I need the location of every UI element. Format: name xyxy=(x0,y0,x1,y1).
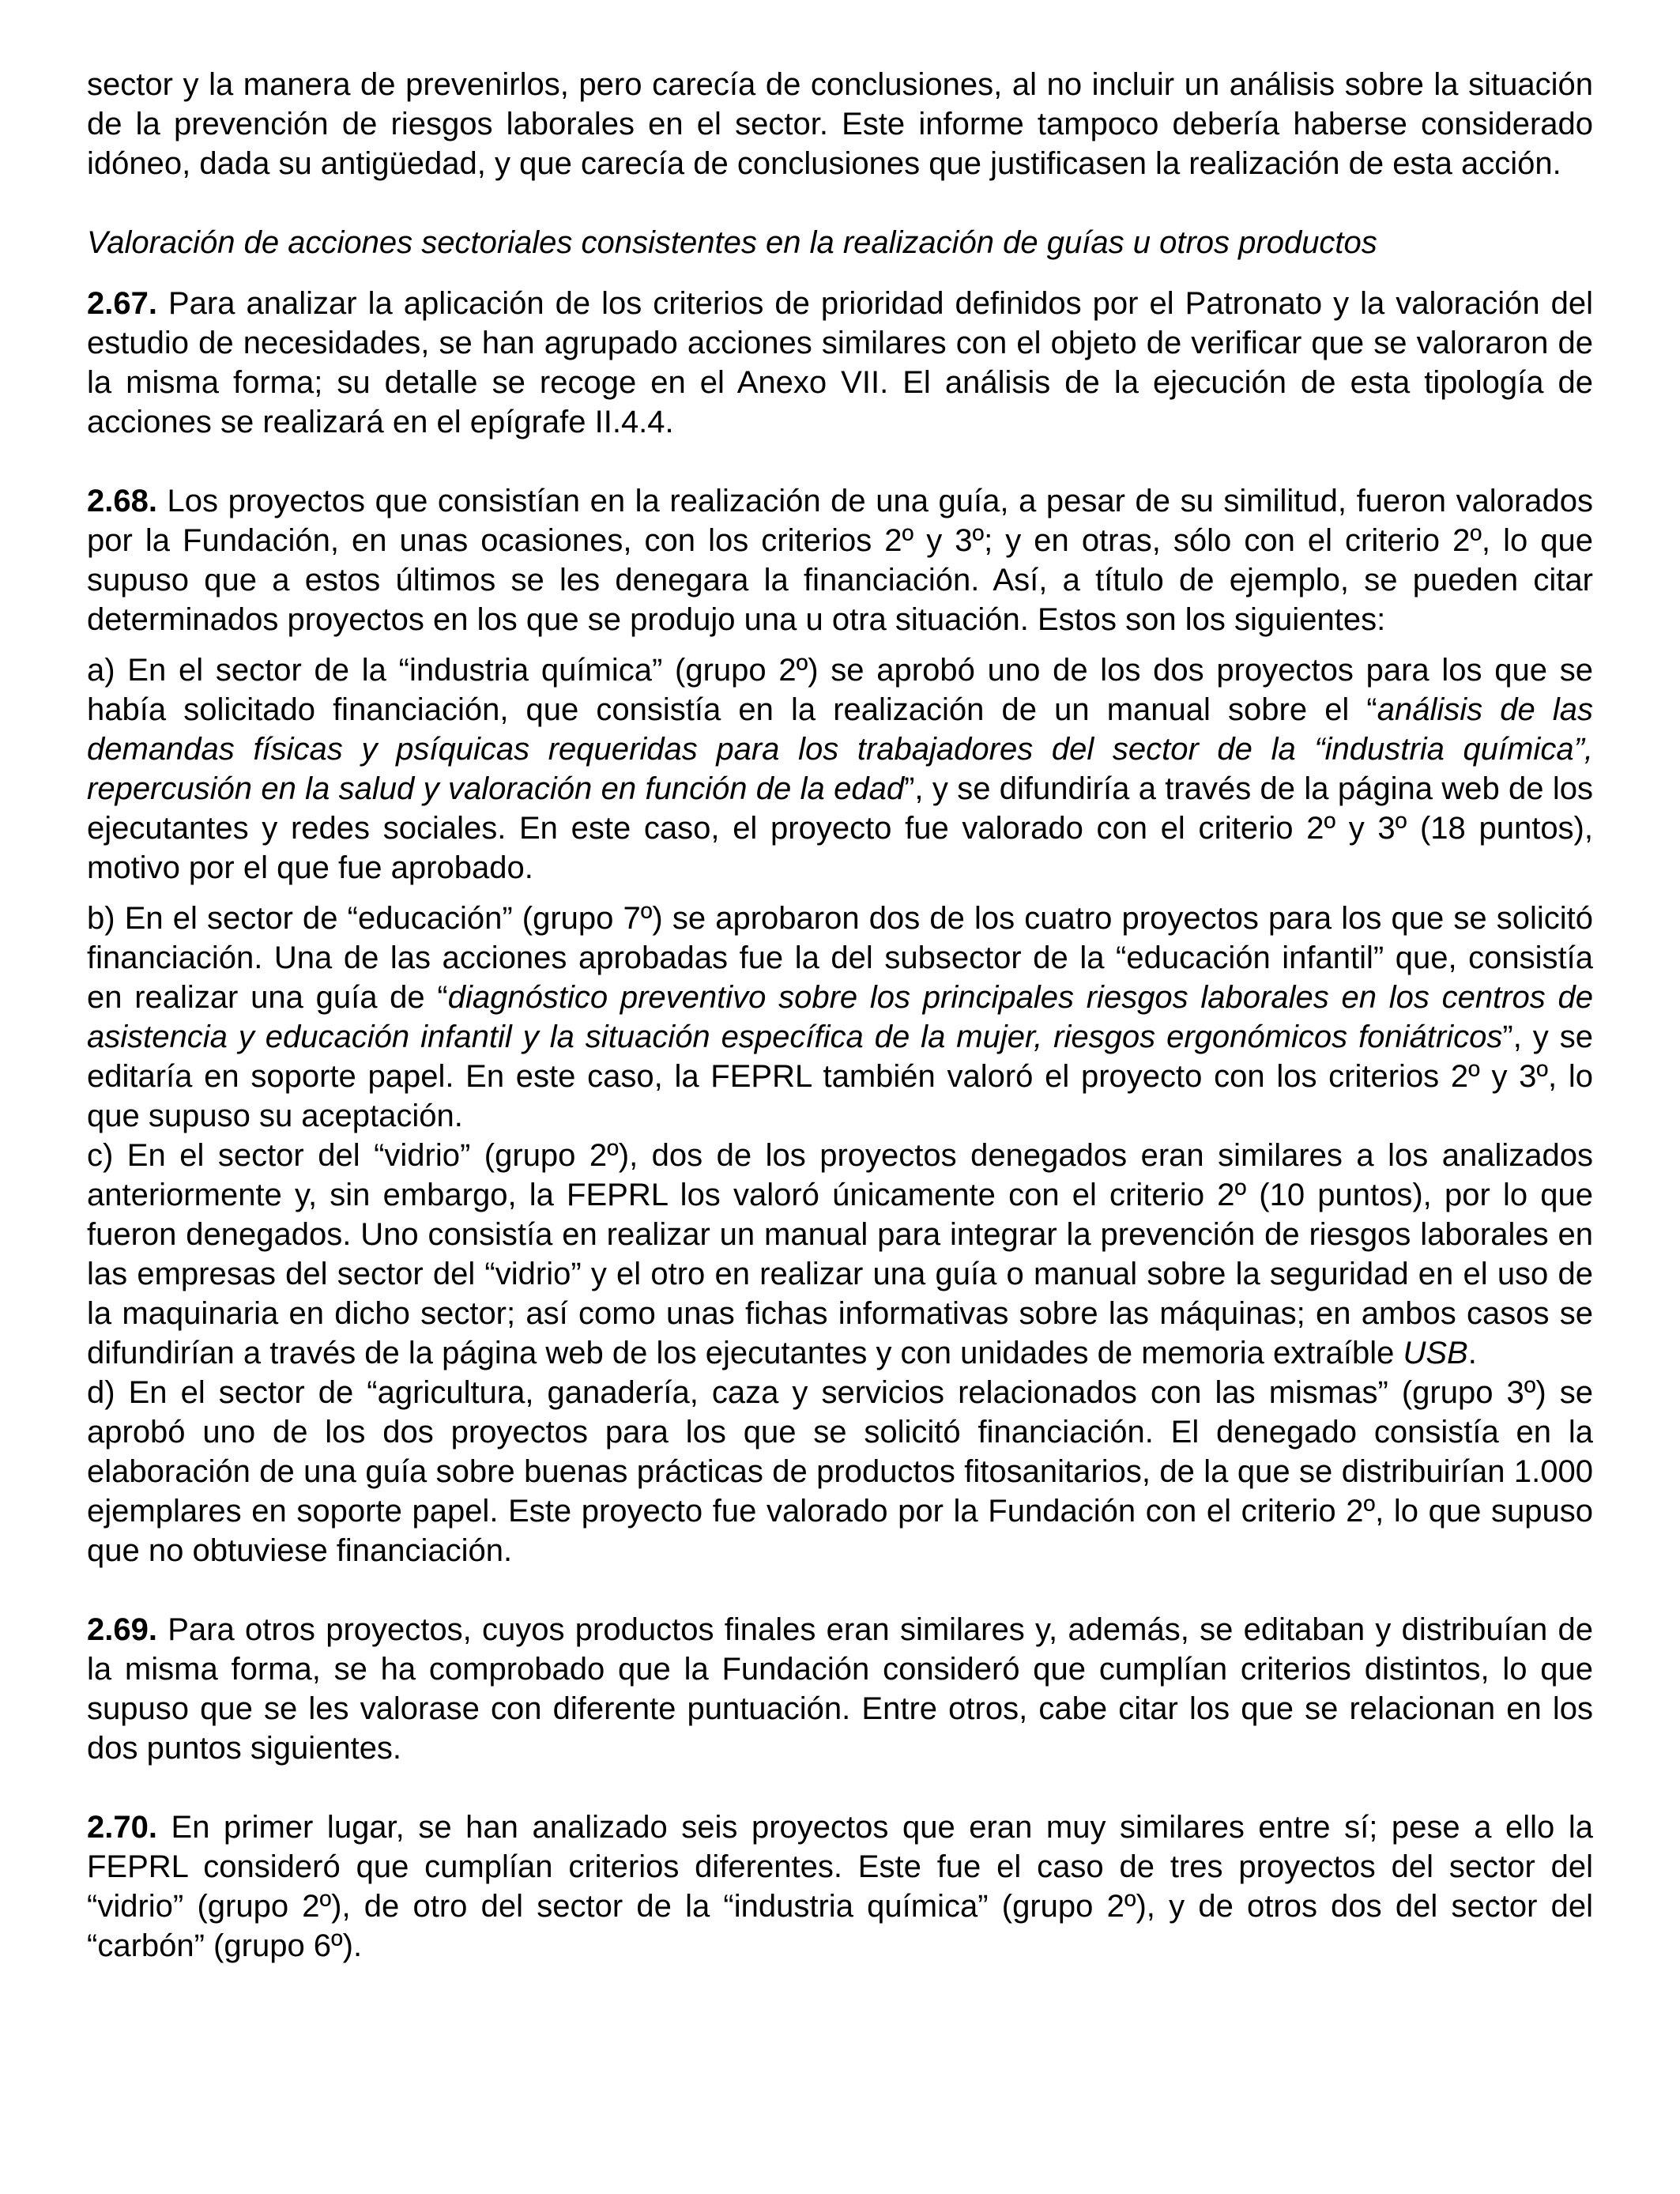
item-tail-text: . xyxy=(1467,1336,1477,1370)
item-italic-text: USB xyxy=(1403,1336,1468,1370)
list-item-a xyxy=(87,650,1593,888)
list-item-d xyxy=(87,1373,1593,1570)
paragraph-number: 2.68. xyxy=(87,484,157,518)
paragraph-number: 2.70. xyxy=(87,1810,157,1845)
item-italic-text: diagnóstico preventivo sobre los principales riesgos laborales en los centros de asistencia y educación infantil y la situación específica de la mujer, riesgos ergonómicos foniátricos xyxy=(87,980,1593,1054)
paragraph-text: Para analizar la aplicación de los criterios de prioridad definidos por el Patronato y la valoración del estudio de necesidades, se han agrupado acciones similares con el objeto de verificar que se valoraron de la misma forma; su detalle se recoge en el Anexo VII. El análisis de la ejecución de esta tipología de acciones se realizará en el epígrafe II.4.4. xyxy=(87,286,1593,439)
item-tail-text: ”, y se difundiría a través de la página web de los ejecutantes y redes sociales. En este caso, el proyecto fue valorado con el criterio 2º y 3º (18 puntos), motivo por el que fue aprobado. xyxy=(87,771,1594,885)
item-lead-text: b) En el sector de “educación” (grupo 7º) se aprobaron dos de los cuatro proyectos para los que se solicitó financiación. Una de las acciones aprobadas fue la del subsector de la “educación infantil” que, consistía en realizar una guía de “ xyxy=(87,901,1593,1015)
paragraph-number: 2.69. xyxy=(87,1612,157,1647)
list-item-c xyxy=(87,1136,1593,1373)
paragraph-2-69 xyxy=(87,1610,1593,1768)
paragraph-2-68 xyxy=(87,481,1593,639)
item-lead-text: a) En el sector de la “industria química” (grupo 2º) se aprobó uno de los dos proyectos para los que se había solicitado financiación, que consistía en la realización de un manual sobre el “ xyxy=(87,653,1593,727)
intro-paragraph xyxy=(87,65,1593,183)
item-italic-text: análisis de las demandas físicas y psíquicas requeridas para los trabajadores del sector de la “industria química”, repercusión en la salud y valoración en función de la edad xyxy=(87,692,1594,806)
item-tail-text: ”, y se editaría en soporte papel. En este caso, la FEPRL también valoró el proyecto con los criterios 2º y 3º, lo que supuso su aceptación. xyxy=(87,1020,1593,1133)
list-item-b xyxy=(87,899,1593,1136)
intro-text: sector y la manera de prevenirlos, pero carecía de conclusiones, al no incluir un análisis sobre la situación de la prevención de riesgos laborales en el sector. Este informe tampoco debería haberse considerado idóneo, dada su antigüedad, y que carecía de conclusiones que justificasen la realización de esta acción. xyxy=(87,67,1593,181)
item-lead-text: c) En el sector del “vidrio” (grupo 2º), dos de los proyectos denegados eran similares a los analizados anteriormente y, sin embargo, la FEPRL los valoró únicamente con el criterio 2º (10 puntos), por lo que fueron denegados. Uno consistía en realizar un manual para integrar la prevención de riesgos laborales en las empresas del sector del “vidrio” y el otro en realizar una guía o manual sobre la seguridad en el uso de la maquinaria en dicho sector; así como unas fichas informativas sobre las máquinas; en ambos casos se difundirían a través de la página web de los ejecutantes y con unidades de memoria extraíble xyxy=(87,1138,1593,1370)
paragraph-2-70 xyxy=(87,1808,1593,1966)
item-text: d) En el sector de “agricultura, ganadería, caza y servicios relacionados con las mismas” (grupo 3º) se aprobó uno de los dos proyectos para los que se solicitó financiación. El denegado consistía en la elaboración de una guía sobre buenas prácticas de productos fitosanitarios, de la que se distribuirían 1.000 ejemplares en soporte papel. Este proyecto fue valorado por la Fundación con el criterio 2º, lo que supuso que no obtuviese financiación. xyxy=(87,1375,1593,1568)
paragraph-2-67 xyxy=(87,284,1593,442)
paragraph-text: Para otros proyectos, cuyos productos finales eran similares y, además, se editaban y distribuían de la misma forma, se ha comprobado que la Fundación consideró que cumplían criterios distintos, lo que supuso que se les valorase con diferente puntuación. Entre otros, cabe citar los que se relacionan en los dos puntos siguientes. xyxy=(87,1612,1593,1766)
paragraph-text: En primer lugar, se han analizado seis proyectos que eran muy similares entre sí; pese a ello la FEPRL consideró que cumplían criterios diferentes. Este fue el caso de tres proyectos del sector del “vidrio” (grupo 2º), de otro del sector de la “industria química” (grupo 2º), y de otros dos del sector del “carbón” (grupo 6º). xyxy=(87,1810,1593,1963)
paragraph-number: 2.67. xyxy=(87,286,157,321)
document-page xyxy=(87,65,1593,1966)
section-heading: Valoración de acciones sectoriales consistentes en la realización de guías u otros productos xyxy=(87,225,1377,260)
paragraph-text: Los proyectos que consistían en la realización de una guía, a pesar de su similitud, fueron valorados por la Fundación, en unas ocasiones, con los criterios 2º y 3º; y en otras, sólo con el criterio 2º, lo que supuso que a estos últimos se les denegara la financiación. Así, a título de ejemplo, se pueden citar determinados proyectos en los que se produjo una u otra situación. Estos son los siguientes: xyxy=(87,484,1593,637)
